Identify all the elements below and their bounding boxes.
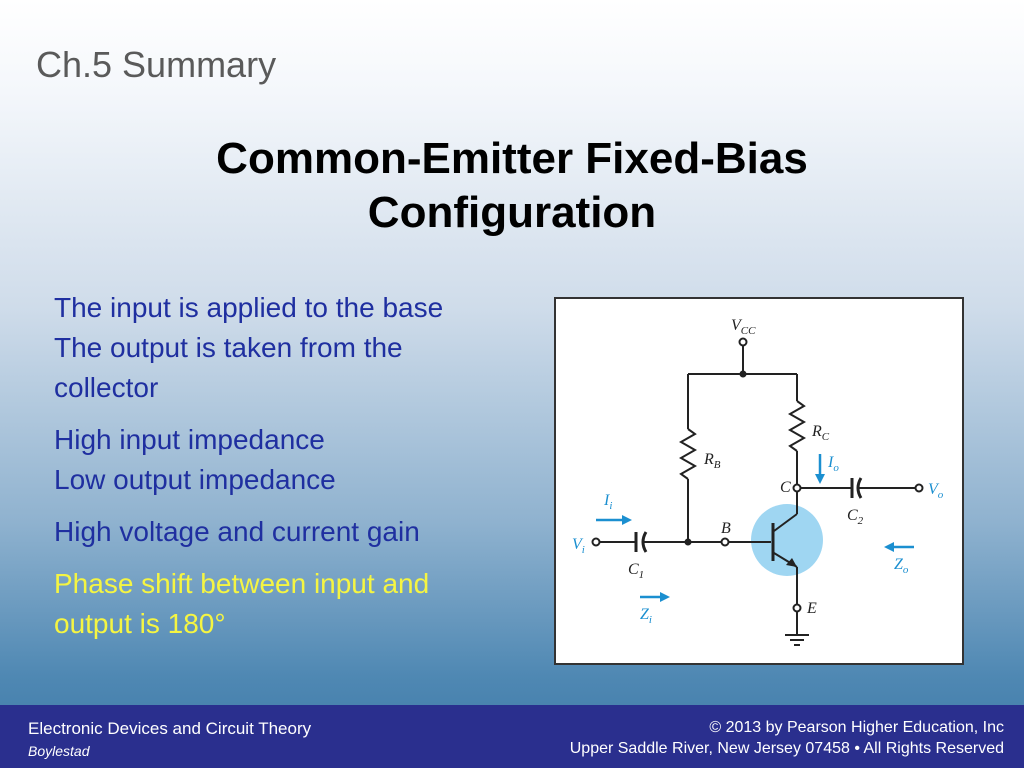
vcc-label: $V_{CC}$: [731, 317, 756, 337]
zo-label: $Z_o$: [894, 556, 909, 576]
rb-label: $R_B$: [704, 451, 721, 471]
rb-resistor: [681, 429, 695, 479]
bullet-text: Low output impedance: [54, 464, 336, 495]
slide-title-line2: Configuration: [367, 188, 657, 237]
slide-title-line1: Common-Emitter Fixed-Bias: [216, 134, 808, 183]
bullet-list: [54, 288, 544, 656]
vo-terminal: [916, 485, 923, 492]
c1-label: $C_1$: [628, 561, 645, 581]
io-label: $I_o$: [828, 454, 839, 474]
circuit-svg: [556, 299, 962, 663]
bullet-phase-shift: [54, 564, 544, 644]
bullet-text: The input is applied to the base: [54, 292, 444, 323]
base-label: B: [721, 520, 731, 537]
footer-copyright: © 2013 by Pearson Higher Education, Inc: [709, 719, 1004, 736]
footer-address: Upper Saddle River, New Jersey 07458 • All Rights Reserved: [569, 740, 1004, 757]
zo-arrow: [884, 542, 894, 552]
emitter-terminal: [794, 605, 801, 612]
vcc-terminal: [740, 339, 747, 346]
collector-label: C: [780, 479, 791, 496]
ii-arrow: [622, 515, 632, 525]
footer-bar: [0, 705, 1024, 768]
slide-title: [0, 132, 1024, 240]
emitter-label: E: [807, 600, 817, 617]
zi-label: $Z_i$: [640, 606, 652, 626]
bullet-impedance: [54, 420, 544, 500]
bullet-input-output: [54, 288, 544, 408]
circuit-diagram: [554, 297, 964, 665]
bullet-text: Phase shift between input and: [54, 568, 430, 599]
bullet-text: High input impedance: [54, 424, 325, 455]
chapter-heading: Ch.5 Summary: [36, 44, 277, 85]
footer-book-title: Electronic Devices and Circuit Theory: [28, 719, 312, 738]
transistor-highlight: [751, 504, 823, 576]
vi-label: $V_i$: [572, 536, 585, 556]
bullet-gain: [54, 512, 544, 552]
c2-label: $C_2$: [847, 507, 864, 527]
bullet-text: output is 180°: [54, 608, 226, 639]
base-terminal: [722, 539, 729, 546]
bullet-text: The output is taken from the: [54, 332, 403, 363]
footer-author: Boylestad: [28, 743, 90, 759]
vo-label: $V_o$: [928, 481, 944, 501]
bullet-text: collector: [54, 372, 159, 403]
vi-terminal: [593, 539, 600, 546]
io-arrow: [815, 474, 825, 484]
rc-resistor: [790, 401, 804, 451]
bullet-text: High voltage and current gain: [54, 516, 420, 547]
ii-label: $I_i$: [604, 492, 613, 512]
collector-terminal: [794, 485, 801, 492]
rc-label: $R_C$: [812, 423, 830, 443]
zi-arrow: [660, 592, 670, 602]
